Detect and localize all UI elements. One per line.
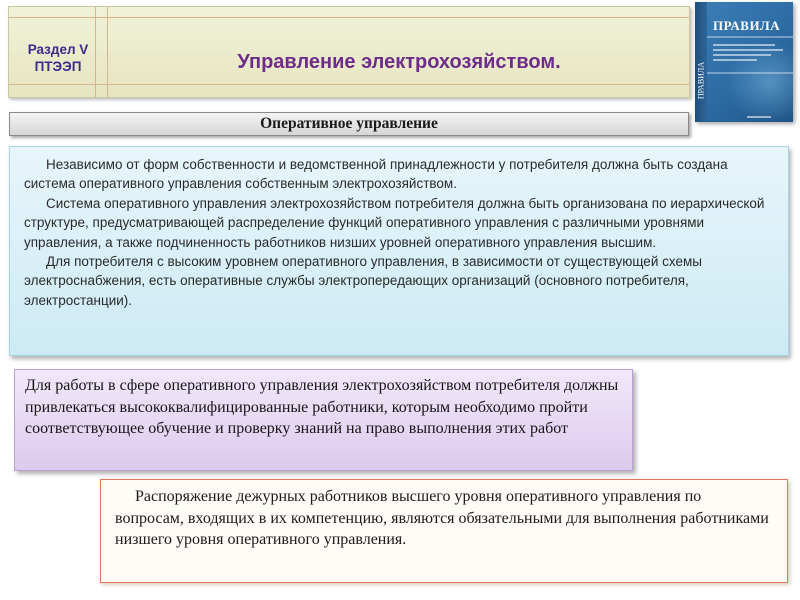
page-title: Управление электрохозяйством.	[237, 51, 561, 73]
section-subtitle: Оперативное управление	[9, 112, 689, 136]
book-spine-text: ПРАВИЛА	[696, 61, 706, 100]
header-divider	[9, 17, 689, 18]
paragraph: Распоряжение дежурных работников высшего уровня оперативного управления по вопросам, входящих в их компетенцию, являются обязательными для выполнения работниками низшего уровня оперативного управления.	[115, 488, 769, 548]
header-banner	[8, 6, 690, 98]
paragraph: Независимо от форм собственности и ведомственной принадлежности у потребителя должна быть создана система оперативного управления собственным электрохозяйством.	[24, 157, 728, 192]
info-box-personnel: Для работы в сфере оперативного управления электрохозяйством потребителя должны привлекаться высококвалифицированные работники, которым необходимо пройти соответствующее обучение и проверку знаний на право выполнения этих работ	[14, 369, 633, 471]
section-code: ПТЭЭП	[34, 59, 82, 74]
info-box-orders	[100, 479, 788, 583]
header-divider	[9, 84, 689, 85]
section-number: Раздел V	[27, 42, 89, 57]
paragraph: Для потребителя с высоким уровнем оперативного управления, в зависимости от существующей схемы электроснабжения, есть оперативные службы электропередающих организаций (основного потребителя, электростанции).	[24, 254, 702, 308]
info-box-operational-control	[9, 146, 789, 356]
book-cover-title: ПРАВИЛА	[713, 18, 781, 33]
section-label	[9, 41, 107, 75]
rules-book-cover-image	[695, 2, 793, 122]
paragraph: Система оперативного управления электрохозяйством потребителя должна быть организована по иерархической структуре, предусматривающей распределение функций оперативного управления с различными уровнями управления, а также подчиненность работников низших уровней оперативного управления высшим.	[24, 195, 765, 250]
